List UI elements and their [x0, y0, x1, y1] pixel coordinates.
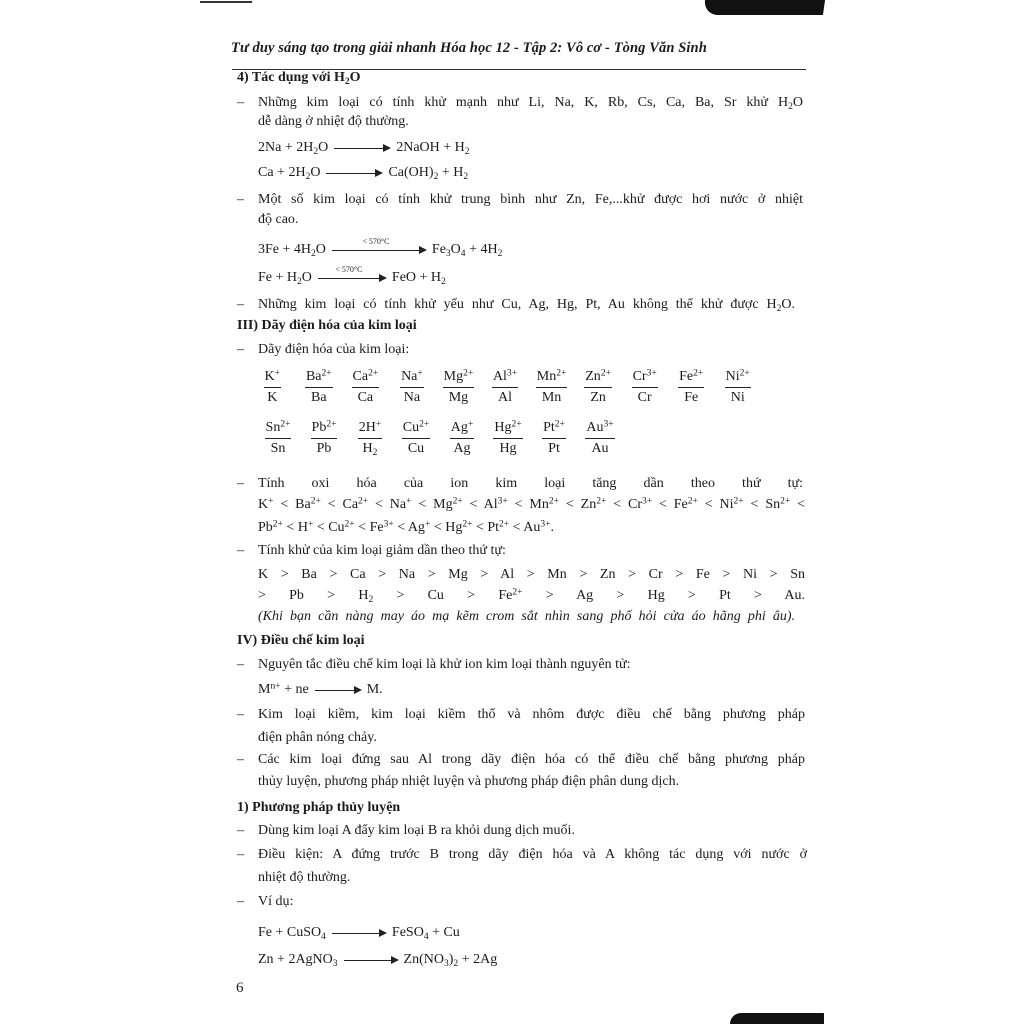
metal-denominator: Ba [311, 390, 327, 405]
reaction-equation [258, 680, 383, 700]
bullet-text: Các kim loại đứng sau Al trong dãy điện hóa có thể điều chế bằng phương pháp [258, 752, 805, 767]
bullet-text: Những kim loại có tính khử yếu như Cu, Ag, Hg, Pt, Au không thể khử được $H_2O$. [258, 297, 795, 314]
reaction-arrow [326, 173, 376, 174]
bullet-dash: – [237, 476, 244, 491]
metal-denominator: Ni [730, 390, 745, 405]
electrochemical-pair [255, 419, 301, 458]
metal-denominator: Sn [270, 441, 286, 456]
metal-denominator: K [267, 390, 278, 405]
ion-numerator: K+ [264, 368, 282, 388]
electrochemical-pair [575, 368, 622, 407]
electrochemical-series-row [255, 419, 623, 458]
section-heading: IV) Điều chế kim loại [237, 633, 365, 648]
bullet-text: Kim loại kiềm, kim loại kiềm thổ và nhôm được điều chế bằng phương pháp [258, 707, 805, 722]
bullet-text: Những kim loại có tính khử mạnh như Li, Na, K, Rb, Cs, Ca, Ba, Sr khử $H_2O$ [258, 95, 803, 112]
metal-denominator: Mg [448, 390, 469, 405]
ion-numerator: $Cr^{3+}$ [632, 368, 658, 388]
ion-numerator: Ag+ [450, 419, 475, 439]
electrochemical-pair [482, 368, 529, 407]
bullet-text-continued: dễ dàng ở nhiệt độ thường. [258, 114, 409, 129]
bullet-dash: – [237, 95, 244, 110]
bullet-dash: – [237, 543, 244, 558]
electrochemical-pair [435, 368, 482, 407]
oxidizing-order-line: $Pb^{2+} < H^+ < Cu^{2+} < Fe^{3+} < Ag^+ < Hg^{2+} < Pt^{2+} < Au^{3+}$. [258, 519, 555, 535]
formula-lhs: $M^{n+}$ + ne [258, 681, 309, 697]
bullet-dash: – [237, 707, 244, 722]
electrochemical-pair [393, 419, 439, 458]
reaction-arrow [334, 148, 384, 149]
bullet-text: Dãy điện hóa của kim loại: [258, 342, 410, 357]
mnemonic-note: (Khi bạn cần nàng may áo mạ kẽm crom sắt nhìn sang phố hỏi cửa áo hãng phi âu). [258, 609, 795, 624]
formula-lhs: $Fe + H_2O$ [258, 270, 312, 287]
scan-edge-shadow [730, 1013, 824, 1024]
bullet-text: Tính oxi hóa của ion kim loại tăng dần theo thứ tự: [258, 476, 803, 491]
reaction-condition: < 570°C [362, 236, 390, 246]
bullet-dash: – [237, 823, 244, 838]
reaction-arrow [332, 236, 420, 251]
formula-lhs: $3Fe + 4H_2O$ [258, 242, 326, 259]
reaction-equation [258, 236, 503, 260]
metal-denominator: Au [591, 441, 609, 456]
electrochemical-pair [577, 419, 623, 458]
page-header-title: Tư duy sáng tạo trong giải nhanh Hóa học 12 - Tập 2: Vô cơ - Tòng Văn Sinh [231, 40, 707, 56]
electrochemical-pair [389, 368, 436, 407]
reaction-equation [258, 923, 460, 943]
electrochemical-series-row [249, 368, 761, 407]
formula-rhs: $Ca(OH)_2 + H_2$ [388, 165, 469, 182]
section-heading: III) Dãy điện hóa của kim loại [237, 318, 417, 333]
bullet-text-continued: thủy luyện, phương pháp nhiệt luyện và phương pháp điện phân dung dịch. [258, 774, 680, 789]
ion-numerator: $Pt^{2+}$ [542, 419, 566, 439]
bullet-text: Tính khử của kim loại giảm dần theo thứ tự: [258, 543, 506, 558]
electrochemical-pair [301, 419, 347, 458]
oxidizing-order-line: $K^+ < Ba^{2+} < Ca^{2+} < Na^+ < Mg^{2+} < Al^{3+} < Mn^{2+} < Zn^{2+} < Cr^{3+} < Fe^{2+} < Ni^{2+} < Sn^{2+}$ < [258, 496, 806, 512]
ion-numerator: $Pb^{2+}$ [311, 419, 338, 439]
electrochemical-pair [439, 419, 485, 458]
page-number: 6 [236, 980, 244, 996]
ion-numerator: $Sn^{2+}$ [265, 419, 292, 439]
electrochemical-pair [485, 419, 531, 458]
metal-denominator: Cr [637, 390, 652, 405]
ion-numerator: $Ba^{2+}$ [305, 368, 333, 388]
metal-denominator: Mn [541, 390, 562, 405]
metal-denominator: $H_2$ [362, 441, 378, 458]
bullet-text: Ví dụ: [258, 894, 294, 909]
bullet-text-continued: độ cao. [258, 212, 299, 227]
reducing-order-line: K > Ba > Ca > Na > Mg > Al > Mn > Zn > Cr > Fe > Ni > Sn [258, 567, 805, 582]
electrochemical-pair [714, 368, 761, 407]
ion-numerator: Na+ [400, 368, 424, 388]
reaction-equation [258, 163, 468, 183]
scan-edge-shadow [703, 0, 825, 15]
bullet-text-continued: điện phân nóng chảy. [258, 730, 377, 745]
bullet-dash: – [237, 342, 244, 357]
ion-numerator: $Cu^{2+}$ [402, 419, 430, 439]
formula-lhs: Fe + CuSO$_4$ [258, 925, 326, 942]
electrochemical-pair [621, 368, 668, 407]
section-heading: 4) Tác dụng với $H_2O$ [237, 70, 361, 87]
bullet-dash: – [237, 752, 244, 767]
metal-denominator: Ca [357, 390, 374, 405]
metal-denominator: Zn [590, 390, 606, 405]
metal-denominator: Pt [548, 441, 560, 456]
electrochemical-pair [531, 419, 577, 458]
electrochemical-pair [296, 368, 343, 407]
ion-numerator: $Ni^{2+}$ [725, 368, 751, 388]
formula-rhs: 2NaOH + $H_2$ [396, 140, 470, 157]
ion-numerator: $Hg^{2+}$ [493, 419, 522, 439]
bullet-text-continued: nhiệt độ thường. [258, 870, 351, 885]
reducing-order-line: > $Pb > H_2 > Cu > Fe^{2+} > Ag > Hg > Pt > Au$. [258, 587, 805, 605]
ion-numerator: $Au^{3+}$ [585, 419, 614, 439]
bullet-text: Nguyên tắc điều chế kim loại là khử ion kim loại thành nguyên tử: [258, 657, 631, 672]
metal-denominator: Hg [499, 441, 517, 456]
bullet-text: Một số kim loại có tính khử trung bình như Zn, Fe,...khử được hơi nước ở nhiệt [258, 192, 803, 207]
formula-rhs: FeSO$_4$ + Cu [391, 925, 460, 942]
ion-numerator: $Al^{3+}$ [492, 368, 518, 388]
electrochemical-pair [342, 368, 389, 407]
electrochemical-pair [528, 368, 575, 407]
bullet-text: Dùng kim loại A đẩy kim loại B ra khỏi dung dịch muối. [258, 823, 575, 838]
ion-numerator: 2H+ [358, 419, 383, 439]
section-heading: 1) Phương pháp thủy luyện [237, 800, 401, 815]
ion-numerator: $Zn^{2+}$ [584, 368, 612, 388]
formula-rhs: M. [366, 682, 383, 697]
bullet-dash: – [237, 657, 244, 672]
metal-denominator: Cu [407, 441, 425, 456]
metal-denominator: Fe [684, 390, 699, 405]
reaction-equation [258, 138, 470, 158]
metal-denominator: Na [403, 390, 421, 405]
metal-denominator: Ag [453, 441, 471, 456]
metal-denominator: Al [498, 390, 512, 405]
bullet-dash: – [237, 297, 244, 312]
formula-lhs: Zn + 2AgNO$_3$ [258, 952, 338, 969]
reaction-arrow [315, 690, 355, 691]
reaction-equation [258, 264, 446, 288]
electrochemical-pair [668, 368, 715, 407]
ion-numerator: $Mg^{2+}$ [443, 368, 475, 388]
bullet-dash: – [237, 847, 244, 862]
formula-rhs: $Zn(NO_3)_2 + 2Ag$ [403, 952, 498, 969]
bullet-dash: – [237, 192, 244, 207]
metal-denominator: Pb [316, 441, 332, 456]
electrochemical-pair [249, 368, 296, 407]
reaction-arrow [344, 960, 392, 961]
ion-numerator: $Mn^{2+}$ [536, 368, 568, 388]
reaction-arrow [332, 933, 380, 934]
formula-lhs: $Ca + 2H_2O$ [258, 165, 321, 182]
reaction-equation [258, 950, 497, 970]
formula-rhs: FeO + $H_2$ [391, 270, 446, 287]
formula-rhs: $Fe_3O_4 + 4H_2$ [431, 242, 503, 259]
electrochemical-pair [347, 419, 393, 458]
reaction-condition: < 570°C [335, 264, 363, 274]
formula-lhs: $2Na + 2H_2O$ [258, 140, 329, 157]
scan-edge-line [200, 1, 252, 3]
bullet-dash: – [237, 894, 244, 909]
ion-numerator: $Fe^{2+}$ [678, 368, 704, 388]
bullet-text: Điều kiện: A đứng trước B trong dãy điện hóa và A không tác dụng với nước ở [258, 847, 807, 862]
ion-numerator: $Ca^{2+}$ [352, 368, 380, 388]
reaction-arrow [318, 264, 380, 279]
